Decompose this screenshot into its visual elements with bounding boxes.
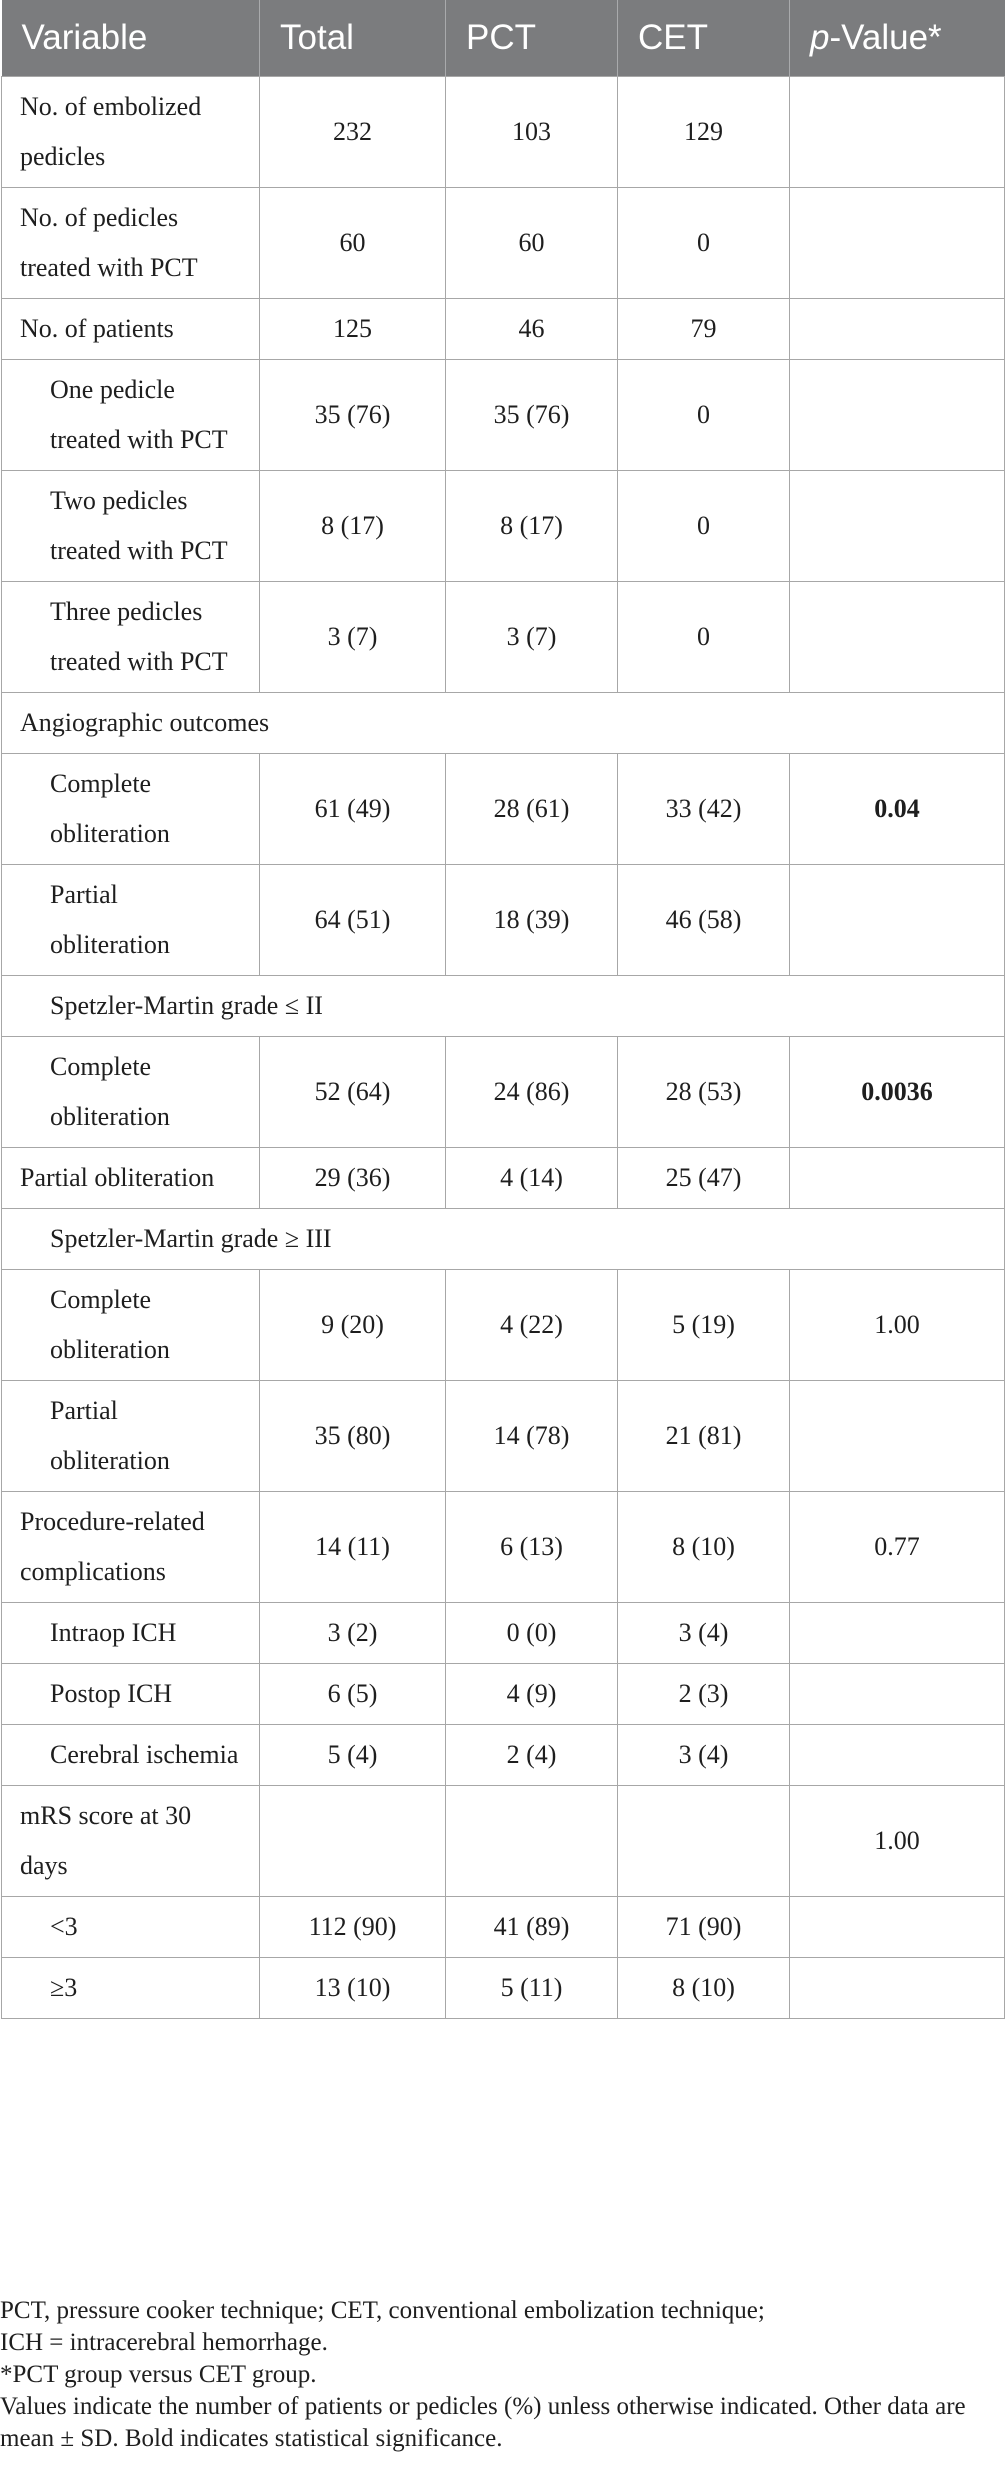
cell-pct: 6 (13) (446, 1492, 618, 1603)
cell-total: 35 (80) (260, 1381, 446, 1492)
cell-cet: 79 (618, 299, 790, 360)
row-label: Complete obliteration (2, 1037, 260, 1148)
cell-total: 61 (49) (260, 754, 446, 865)
cell-total: 6 (5) (260, 1664, 446, 1725)
cell-pct: 4 (22) (446, 1270, 618, 1381)
row-label: Partial obliteration (2, 1381, 260, 1492)
cell-p-value (790, 865, 1005, 976)
cell-pct: 35 (76) (446, 360, 618, 471)
cell-total: 232 (260, 77, 446, 188)
row-label: Partial obliteration (2, 865, 260, 976)
cell-cet: 129 (618, 77, 790, 188)
cell-p-value (790, 1381, 1005, 1492)
table-header (2, 0, 1005, 77)
cell-pct: 3 (7) (446, 582, 618, 693)
table-row (2, 1958, 1005, 2019)
cell-p-value (790, 188, 1005, 299)
cell-p-value (790, 1897, 1005, 1958)
row-label: Postop ICH (2, 1664, 260, 1725)
row-label: No. of embolized pedicles (2, 77, 260, 188)
header-variable: Variable (2, 0, 260, 77)
table-row (2, 471, 1005, 582)
section-row (2, 693, 1005, 754)
cell-cet: 0 (618, 582, 790, 693)
cell-p-value: 1.00 (790, 1786, 1005, 1897)
table-row (2, 754, 1005, 865)
cell-cet: 33 (42) (618, 754, 790, 865)
cell-total: 13 (10) (260, 1958, 446, 2019)
row-label: <3 (2, 1897, 260, 1958)
cell-cet: 25 (47) (618, 1148, 790, 1209)
cell-cet: 0 (618, 360, 790, 471)
cell-cet: 71 (90) (618, 1897, 790, 1958)
table-row (2, 1603, 1005, 1664)
cell-p-value (790, 582, 1005, 693)
section-row (2, 976, 1005, 1037)
cell-p-value (790, 1148, 1005, 1209)
cell-total: 112 (90) (260, 1897, 446, 1958)
cell-pct: 60 (446, 188, 618, 299)
table-row (2, 188, 1005, 299)
cell-total: 64 (51) (260, 865, 446, 976)
cell-p-value (790, 471, 1005, 582)
cell-pct: 28 (61) (446, 754, 618, 865)
cell-cet: 0 (618, 188, 790, 299)
row-label: Complete obliteration (2, 1270, 260, 1381)
cell-p-value: 0.0036 (790, 1037, 1005, 1148)
cell-pct: 41 (89) (446, 1897, 618, 1958)
row-label: Complete obliteration (2, 754, 260, 865)
cell-pct: 2 (4) (446, 1725, 618, 1786)
cell-cet (618, 1786, 790, 1897)
table-row (2, 1037, 1005, 1148)
cell-total: 5 (4) (260, 1725, 446, 1786)
cell-pct (446, 1786, 618, 1897)
cell-cet: 46 (58) (618, 865, 790, 976)
cell-total: 29 (36) (260, 1148, 446, 1209)
section-label: Spetzler-Martin grade ≥ III (2, 1209, 1005, 1270)
table-row (2, 865, 1005, 976)
cell-p-value (790, 1958, 1005, 2019)
row-label: Procedure-related complications (2, 1492, 260, 1603)
header-row (2, 0, 1005, 77)
cell-cet: 8 (10) (618, 1492, 790, 1603)
section-label: Spetzler-Martin grade ≤ II (2, 976, 1005, 1037)
cell-total: 3 (2) (260, 1603, 446, 1664)
row-label: ≥3 (2, 1958, 260, 2019)
section-row (2, 1209, 1005, 1270)
results-table (1, 0, 1005, 2019)
row-label: Two pedicles treated with PCT (2, 471, 260, 582)
cell-total: 125 (260, 299, 446, 360)
footnote-abbreviations: PCT, pressure cooker technique; CET, conventional embolization technique; (0, 2297, 765, 2324)
cell-cet: 5 (19) (618, 1270, 790, 1381)
table-row (2, 582, 1005, 693)
cell-pct: 4 (9) (446, 1664, 618, 1725)
cell-pct: 18 (39) (446, 865, 618, 976)
header-p-italic: p (810, 18, 830, 57)
cell-pct: 24 (86) (446, 1037, 618, 1148)
cell-total (260, 1786, 446, 1897)
row-label: No. of patients (2, 299, 260, 360)
cell-total: 8 (17) (260, 471, 446, 582)
cell-total: 14 (11) (260, 1492, 446, 1603)
cell-pct: 8 (17) (446, 471, 618, 582)
cell-p-value: 0.04 (790, 754, 1005, 865)
table-row (2, 1148, 1005, 1209)
table-row (2, 1897, 1005, 1958)
cell-p-value (790, 1725, 1005, 1786)
cell-p-value: 0.77 (790, 1492, 1005, 1603)
header-cet: CET (618, 0, 790, 77)
table-row (2, 77, 1005, 188)
row-label: Cerebral ischemia (2, 1725, 260, 1786)
cell-cet: 3 (4) (618, 1603, 790, 1664)
section-label: Angiographic outcomes (2, 693, 1005, 754)
table-row (2, 1725, 1005, 1786)
cell-pct: 0 (0) (446, 1603, 618, 1664)
row-label: Partial obliteration (2, 1148, 260, 1209)
cell-total: 60 (260, 188, 446, 299)
cell-p-value (790, 1664, 1005, 1725)
cell-pct: 5 (11) (446, 1958, 618, 2019)
header-p-rest: -Value* (829, 18, 942, 57)
row-label: mRS score at 30 days (2, 1786, 260, 1897)
table-row (2, 1270, 1005, 1381)
header-total: Total (260, 0, 446, 77)
row-label: No. of pedicles treated with PCT (2, 188, 260, 299)
cell-total: 3 (7) (260, 582, 446, 693)
table-row (2, 1381, 1005, 1492)
cell-pct: 46 (446, 299, 618, 360)
row-label: Intraop ICH (2, 1603, 260, 1664)
cell-pct: 103 (446, 77, 618, 188)
row-label: One pedicle treated with PCT (2, 360, 260, 471)
cell-cet: 8 (10) (618, 1958, 790, 2019)
table-row (2, 1492, 1005, 1603)
footnote-values: Values indicate the number of patients or pedicles (%) unless otherwise indicated. Other data are mean ± SD. Bold indicates statistical significance. (0, 2393, 966, 2452)
cell-p-value (790, 299, 1005, 360)
cell-total: 52 (64) (260, 1037, 446, 1148)
cell-p-value (790, 1603, 1005, 1664)
table-row (2, 1786, 1005, 1897)
header-p-value (790, 0, 1005, 77)
cell-total: 9 (20) (260, 1270, 446, 1381)
cell-p-value (790, 77, 1005, 188)
row-label: Three pedicles treated with PCT (2, 582, 260, 693)
cell-cet: 21 (81) (618, 1381, 790, 1492)
cell-cet: 2 (3) (618, 1664, 790, 1725)
cell-p-value (790, 360, 1005, 471)
table-row (2, 1664, 1005, 1725)
table-row (2, 360, 1005, 471)
table-footnotes (0, 2295, 1000, 2455)
header-pct: PCT (446, 0, 618, 77)
cell-pct: 14 (78) (446, 1381, 618, 1492)
cell-p-value: 1.00 (790, 1270, 1005, 1381)
footnote-comparison: *PCT group versus CET group. (0, 2361, 317, 2388)
footnote-ich: ICH = intracerebral hemorrhage. (0, 2329, 328, 2356)
cell-cet: 28 (53) (618, 1037, 790, 1148)
cell-cet: 3 (4) (618, 1725, 790, 1786)
table-body (2, 77, 1005, 2019)
cell-total: 35 (76) (260, 360, 446, 471)
cell-pct: 4 (14) (446, 1148, 618, 1209)
table-row (2, 299, 1005, 360)
cell-cet: 0 (618, 471, 790, 582)
